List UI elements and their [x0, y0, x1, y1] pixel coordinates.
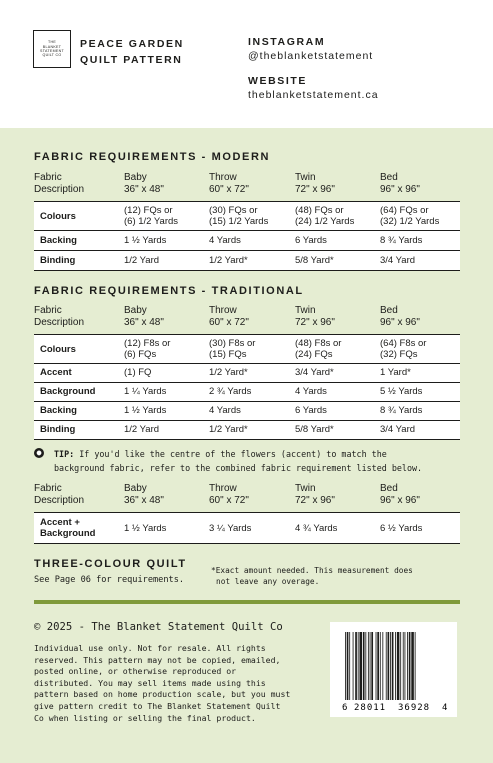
size-header	[380, 305, 420, 329]
size-name: Bed	[380, 483, 398, 494]
cell-line: (6) 1/2 Yards	[124, 216, 179, 227]
size-header	[124, 305, 164, 329]
table-cell	[209, 205, 268, 227]
cell-line: (30) FQs or	[209, 205, 258, 216]
size-name: Twin	[295, 305, 316, 316]
barcode-bar	[359, 632, 362, 700]
size-dimensions: 96" x 96"	[380, 317, 420, 328]
instagram-label: INSTAGRAM	[248, 36, 326, 48]
table-cell: 1/2 Yard*	[209, 255, 248, 266]
table-cell: 5 ½ Yards	[380, 386, 423, 397]
barcode-bar	[386, 632, 387, 700]
row-label-line: Background	[40, 528, 96, 539]
size-header	[209, 305, 249, 329]
header-text: Description	[34, 495, 85, 506]
combined-requirements-table	[34, 512, 460, 544]
table-cell: 1 ½ Yards	[124, 523, 167, 534]
barcode-bar	[397, 632, 400, 700]
table-row	[34, 421, 460, 440]
fabric-description-header	[34, 483, 84, 507]
size-header	[295, 305, 335, 329]
barcode-digits-left: 28011	[354, 703, 387, 713]
barcode	[330, 622, 457, 717]
size-name: Baby	[124, 172, 147, 183]
cell-line: (64) FQs or	[380, 205, 429, 216]
table-cell: 5/8 Yard*	[295, 424, 334, 435]
header-text: Fabric	[34, 172, 62, 183]
row-label: Binding	[40, 255, 76, 266]
header-text: Fabric	[34, 305, 62, 316]
size-header	[295, 483, 335, 507]
modern-section-title: FABRIC REQUIREMENTS - MODERN	[34, 151, 271, 163]
copyright: © 2025 - The Blanket Statement Quilt Co	[34, 621, 283, 633]
legal-line: Co when listing or selling the final product.	[34, 712, 256, 723]
barcode-bar	[411, 632, 414, 700]
size-name: Bed	[380, 172, 398, 183]
cell-line: (12) FQs or	[124, 205, 173, 216]
table-cell: (1) FQ	[124, 367, 152, 378]
table-cell: 1/2 Yard	[124, 255, 160, 266]
table-cell: 6 ½ Yards	[380, 523, 423, 534]
legal-notice	[34, 643, 290, 724]
barcode-digit-first: 6	[342, 703, 348, 713]
barcode-bar	[371, 632, 373, 700]
size-dimensions: 36" x 48"	[124, 184, 164, 195]
barcode-bar	[395, 632, 396, 700]
row-label: Accent	[40, 367, 72, 378]
row-label-line: Accent +	[40, 517, 80, 528]
row-label	[40, 517, 95, 539]
tip-line1: If you'd like the centre of the flowers (accent) to match the	[74, 449, 387, 459]
barcode-bar	[409, 632, 411, 700]
size-header	[124, 483, 164, 507]
barcode-bar	[390, 632, 391, 700]
barcode-bar	[403, 632, 404, 700]
table-cell: 3/4 Yard	[380, 255, 416, 266]
bullet-icon: ●	[34, 448, 44, 458]
instagram-handle[interactable]: @theblanketstatement	[248, 50, 374, 62]
table-cell: 3/4 Yard	[380, 424, 416, 435]
cell-line: (12) F8s or	[124, 338, 171, 349]
size-name: Baby	[124, 305, 147, 316]
barcode-digit-last: 4	[442, 703, 448, 713]
tip-line2: background fabric, refer to the combined fabric requirement listed below.	[54, 463, 423, 473]
table-cell: 1 ½ Yards	[124, 405, 167, 416]
logo-line: STATEMENT	[40, 49, 64, 53]
table-cell: 4 Yards	[209, 235, 241, 246]
barcode-bar	[377, 632, 379, 700]
legal-line: Individual use only. Not for resale. All rights	[34, 643, 266, 653]
size-dimensions: 72" x 96"	[295, 184, 335, 195]
barcode-bar	[415, 632, 416, 700]
table-cell: 1/2 Yard*	[209, 367, 248, 378]
cell-line: (64) F8s or	[380, 338, 427, 349]
barcode-bar	[365, 632, 366, 700]
size-name: Throw	[209, 483, 237, 494]
table-row	[34, 513, 460, 544]
size-header	[380, 172, 420, 196]
three-colour-title: THREE-COLOUR QUILT	[34, 558, 187, 570]
table-row	[34, 364, 460, 383]
barcode-bar	[376, 632, 377, 700]
barcode-bar	[370, 632, 371, 700]
header-text: Fabric	[34, 483, 62, 494]
row-label: Colours	[40, 211, 76, 222]
legal-line: give pattern credit to The Blanket Statement Quilt	[34, 700, 281, 711]
table-cell: 2 ¾ Yards	[209, 386, 252, 397]
barcode-bar	[407, 632, 408, 700]
size-header	[209, 483, 249, 507]
table-cell	[295, 338, 341, 360]
row-label: Backing	[40, 405, 77, 416]
cell-line: (32) 1/2 Yards	[380, 216, 440, 227]
barcode-bar	[358, 632, 359, 700]
table-cell	[124, 205, 178, 227]
size-name: Throw	[209, 172, 237, 183]
website-link[interactable]: theblanketstatement.ca	[248, 89, 379, 101]
fabric-description-header	[34, 305, 84, 329]
size-dimensions: 36" x 48"	[124, 317, 164, 328]
table-cell: 5/8 Yard*	[295, 255, 334, 266]
table-cell	[124, 338, 170, 360]
three-colour-subtitle: See Page 06 for requirements.	[34, 575, 185, 585]
row-label: Background	[40, 386, 96, 397]
table-row	[34, 335, 460, 364]
cell-line: (24) 1/2 Yards	[295, 216, 355, 227]
table-cell	[380, 205, 439, 227]
size-header	[295, 172, 335, 196]
traditional-section-title: FABRIC REQUIREMENTS - TRADITIONAL	[34, 285, 304, 297]
table-row	[34, 383, 460, 402]
table-row	[34, 402, 460, 421]
table-row	[34, 251, 460, 271]
cell-line: (6) FQs	[124, 349, 157, 360]
size-name: Twin	[295, 172, 316, 183]
row-label: Backing	[40, 235, 77, 246]
table-cell: 6 Yards	[295, 405, 327, 416]
note-line: not leave any overage.	[216, 577, 320, 586]
pattern-title-line1: PEACE GARDEN	[80, 38, 184, 50]
size-dimensions: 96" x 96"	[380, 495, 420, 506]
table-cell: 1/2 Yard*	[209, 424, 248, 435]
barcode-bar	[380, 632, 381, 700]
cell-line: (48) FQs or	[295, 205, 344, 216]
legal-line: pattern based on home production scale, but you must	[34, 689, 291, 700]
pattern-title-line2: QUILT PATTERN	[80, 54, 183, 66]
brand-logo	[33, 30, 71, 68]
size-header	[209, 172, 249, 196]
barcode-bars	[330, 622, 457, 717]
tip-text	[54, 447, 474, 475]
legal-line: posted online, or otherwise reproduced or	[34, 666, 237, 677]
size-header	[124, 172, 164, 196]
modern-requirements-table	[34, 201, 460, 271]
traditional-requirements-table	[34, 334, 460, 440]
cell-line: (30) F8s or	[209, 338, 256, 349]
size-name: Baby	[124, 483, 147, 494]
table-cell	[209, 338, 255, 360]
cell-line: (48) F8s or	[295, 338, 342, 349]
logo-line: THE	[47, 40, 57, 45]
barcode-bar	[347, 632, 349, 700]
table-cell: 6 Yards	[295, 235, 327, 246]
barcode-bar	[388, 632, 390, 700]
barcode-bar	[392, 632, 394, 700]
size-name: Bed	[380, 305, 398, 316]
barcode-bar	[363, 632, 365, 700]
table-cell	[380, 338, 426, 360]
legal-line: reserved. This pattern may not be copied, emailed,	[34, 654, 281, 665]
size-name: Twin	[295, 483, 316, 494]
size-dimensions: 60" x 72"	[209, 317, 249, 328]
page-header	[0, 0, 493, 128]
table-row	[34, 231, 460, 251]
tip-lead: TIP:	[54, 449, 75, 459]
table-cell: 3 ¼ Yards	[209, 523, 252, 534]
barcode-bar	[382, 632, 383, 700]
row-label: Binding	[40, 424, 76, 435]
logo-line: QUILT CO	[42, 53, 62, 58]
header-text: Description	[34, 184, 85, 195]
table-cell: 8 ¾ Yards	[380, 405, 423, 416]
cell-line: (32) FQs	[380, 349, 418, 360]
barcode-bar	[368, 632, 369, 700]
cell-line: (15) FQs	[209, 349, 247, 360]
table-cell: 1 ¼ Yards	[124, 386, 167, 397]
website-label: WEBSITE	[248, 75, 308, 87]
header-text: Description	[34, 317, 85, 328]
barcode-bar	[400, 632, 401, 700]
barcode-digits-right: 36928	[398, 703, 431, 713]
table-cell: 4 Yards	[295, 386, 327, 397]
note-line: *Exact amount needed. This measurement does	[211, 566, 413, 575]
table-row	[34, 202, 460, 231]
barcode-bar	[353, 632, 354, 700]
contact-info	[248, 36, 379, 114]
size-name: Throw	[209, 305, 237, 316]
barcode-bar	[345, 632, 346, 700]
table-cell: 1 Yard*	[380, 367, 411, 378]
table-cell: 4 Yards	[209, 405, 241, 416]
table-cell: 1 ½ Yards	[124, 235, 167, 246]
barcode-bar	[349, 632, 350, 700]
table-cell: 4 ¾ Yards	[295, 523, 338, 534]
size-dimensions: 60" x 72"	[209, 184, 249, 195]
fabric-description-header	[34, 172, 84, 196]
table-cell: 8 ¾ Yards	[380, 235, 423, 246]
logo-line: BLANKET	[42, 44, 62, 49]
cell-line: (24) FQs	[295, 349, 333, 360]
size-dimensions: 60" x 72"	[209, 495, 249, 506]
barcode-bar	[355, 632, 357, 700]
cell-line: (15) 1/2 Yards	[209, 216, 269, 227]
table-cell: 1/2 Yard	[124, 424, 160, 435]
row-label: Colours	[40, 344, 76, 355]
table-cell	[295, 205, 354, 227]
legal-line: distributed. You may sell items made using this	[34, 677, 266, 688]
pattern-title	[80, 36, 184, 68]
size-dimensions: 72" x 96"	[295, 495, 335, 506]
size-dimensions: 96" x 96"	[380, 184, 420, 195]
barcode-bar	[405, 632, 406, 700]
size-dimensions: 72" x 96"	[295, 317, 335, 328]
size-dimensions: 36" x 48"	[124, 495, 164, 506]
exact-amount-note	[211, 565, 413, 587]
size-header	[380, 483, 420, 507]
table-cell: 3/4 Yard*	[295, 367, 334, 378]
section-divider	[34, 600, 460, 604]
